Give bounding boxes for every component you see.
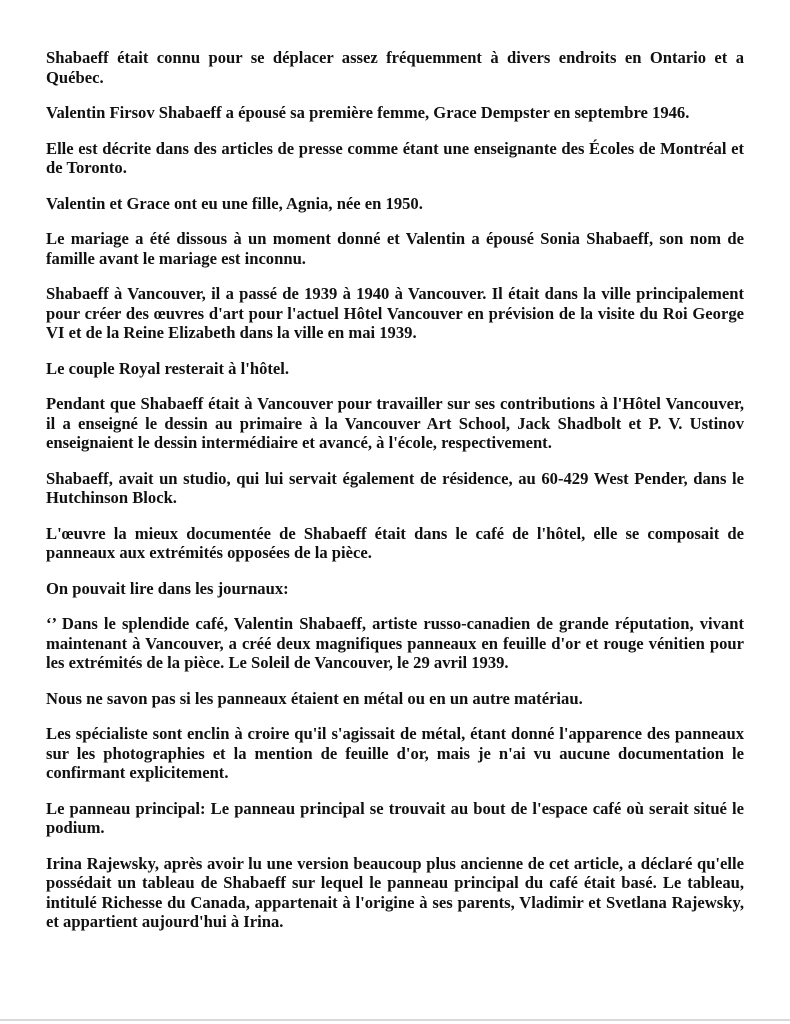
paragraph-16: Irina Rajewsky, après avoir lu une version beaucoup plus ancienne de cet article, a déclaré qu'elle possédait un tableau de Shabaeff sur lequel le panneau principal du café était basé. Le tableau, intitulé Richesse du Canada, appartenait à l'origine à ses parents, Vladimir et Svetlana Rajewsky, et appartient aujourd'hui à Irina. xyxy=(46,853,744,931)
paragraph-5: Le mariage a été dissous à un moment donné et Valentin a épousé Sonia Shabaeff, son nom de famille avant le mariage est inconnu. xyxy=(46,229,744,268)
paragraph-6: Shabaeff à Vancouver, il a passé de 1939 à 1940 à Vancouver. Il était dans la ville principalement pour créer des œuvres d'art pour l'actuel Hôtel Vancouver en prévision de la visite du Roi George VI et de la Reine Elizabeth dans la ville en mai 1939. xyxy=(46,284,744,342)
paragraph-15: Le panneau principal: Le panneau principal se trouvait au bout de l'espace café où serait situé le podium. xyxy=(46,798,744,837)
paragraph-3: Elle est décrite dans des articles de presse comme étant une enseignante des Écoles de Montréal et de Toronto. xyxy=(46,138,744,177)
quote-paragraph: ‘’ Dans le splendide café, Valentin Shabaeff, artiste russo-canadien de grande réputation, vivant maintenant à Vancouver, a créé deux magnifiques panneaux en feuille d'or et rouge vénitien pour les extrémités de la pièce. Le Soleil de Vancouver, le 29 avril 1939. xyxy=(46,614,744,672)
page-bottom-edge xyxy=(0,1019,790,1021)
paragraph-9: Shabaeff, avait un studio, qui lui servait également de résidence, au 60-429 West Pender, dans le Hutchinson Block. xyxy=(46,468,744,507)
paragraph-11: On pouvait lire dans les journaux: xyxy=(46,578,289,598)
paragraph-14: Les spécialiste sont enclin à croire qu'il s'agissait de métal, étant donné l'apparence des panneaux sur les photographies et la mention de feuille d'or, mais je n'ai vu aucune documentation le confirmant explicitement. xyxy=(46,724,744,782)
paragraph-2: Valentin Firsov Shabaeff a épousé sa première femme, Grace Dempster en septembre 1946. xyxy=(46,103,690,122)
paragraph-10: L'œuvre la mieux documentée de Shabaeff était dans le café de l'hôtel, elle se composait de panneaux aux extrémités opposées de la pièce. xyxy=(46,523,744,562)
paragraph-13: Nous ne savon pas si les panneaux étaient en métal ou en un autre matériau. xyxy=(46,688,583,708)
document-page xyxy=(46,48,744,932)
paragraph-8: Pendant que Shabaeff était à Vancouver pour travailler sur ses contributions à l'Hôtel Vancouver, il a enseigné le dessin au primaire à la Vancouver Art School, Jack Shadbolt et P. V. Ustinov enseignaient le dessin intermédiaire et avancé, à l'école, respectivement. xyxy=(46,394,744,452)
paragraph-7: Le couple Royal resterait à l'hôtel. xyxy=(46,358,290,378)
paragraph-1: Shabaeff était connu pour se déplacer assez fréquemment à divers endroits en Ontario et a Québec. xyxy=(46,48,744,87)
paragraph-4: Valentin et Grace ont eu une fille, Agnia, née en 1950. xyxy=(46,193,423,213)
